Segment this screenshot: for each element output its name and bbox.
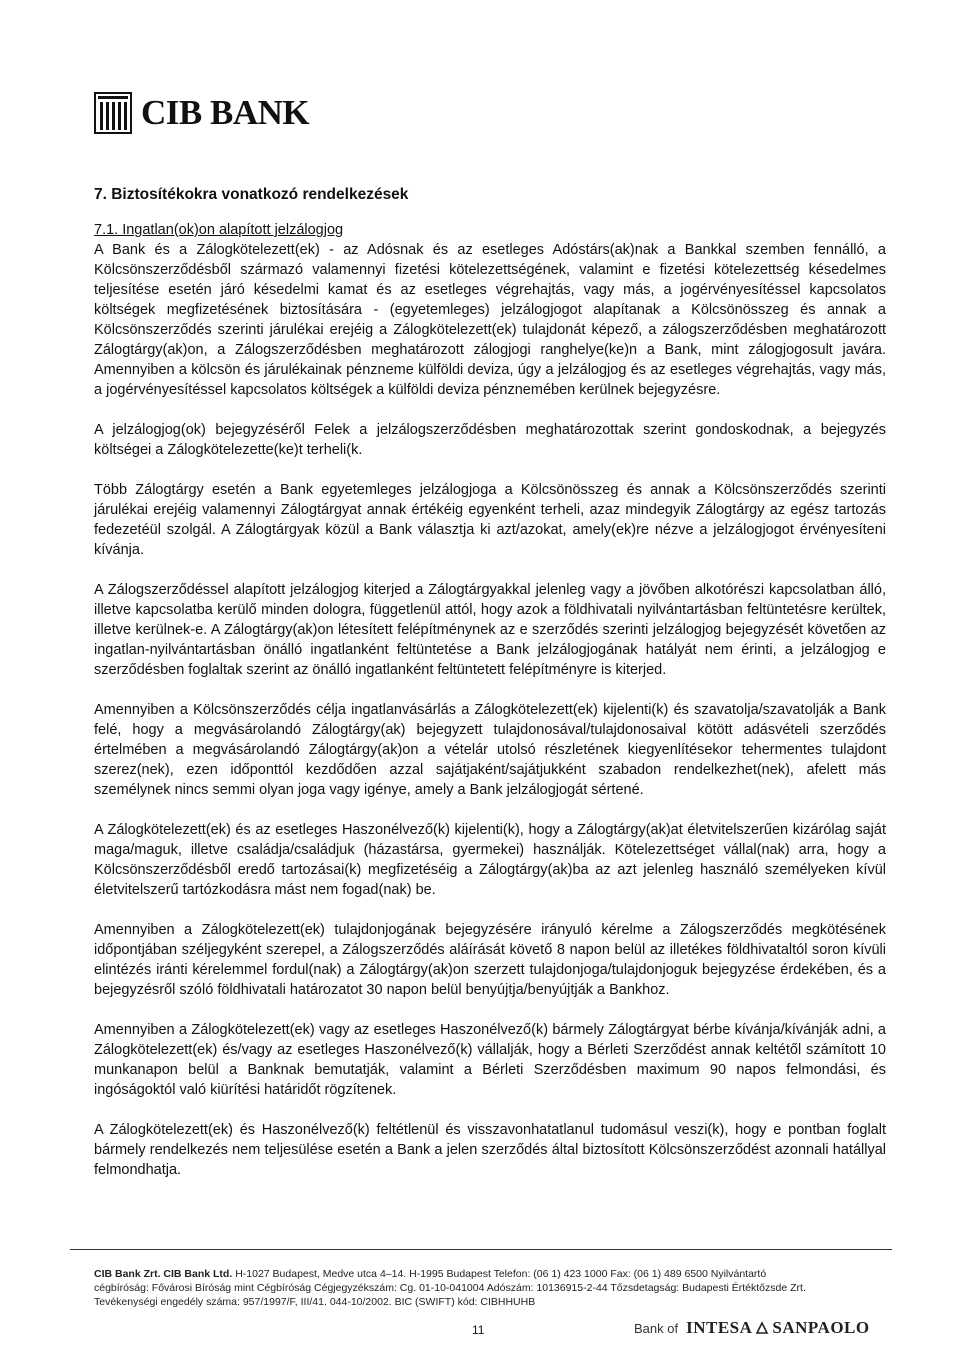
paragraph: Amennyiben a Kölcsönszerződés célja ingatlanvásárlás a Zálogkötelezett(ek) kijelenti(k) és szavatolja/szavatolják a Bank felé, hogy a megvásárolandó Zálogtárgy(ak) bejegyzett tulajdonosával/tulajdonosaival kötött adásvételi szerződés értelmében a megvásárolandó Zálogtárgy(ak)on a vételár utolsó részletének kiegyenlítésekor tehermentes tulajdont szerez(nek), ezen időponttól kezdődően azzal sajátjaként/sajátjukként szabadon rendelkezhet(nek), afelett más személynek nincs semmi olyan joga vagy igénye, amely a Bank jelzálogjogát sértené. — [94, 702, 886, 798]
cib-building-icon — [94, 92, 132, 134]
paragraph: A Zálogkötelezett(ek) és Haszonélvező(k) feltétlenül és visszavonhatatlanul tudomásul veszi(k), hogy e pontban foglalt bármely rendelkezés nem teljesülése esetén a Bank a jelen szerződés által biztosított Kölcsönszerződést azonnali hatállyal felmondhatja. — [94, 1122, 886, 1178]
section-title: 7. Biztosítékokra vonatkozó rendelkezések — [94, 186, 409, 203]
footer — [94, 1267, 924, 1309]
footer-line-1 — [94, 1267, 924, 1281]
document-body — [94, 220, 886, 1200]
page-number: 11 — [472, 1323, 485, 1337]
footer-company: CIB Bank Zrt. CIB Bank Ltd. — [94, 1268, 233, 1280]
footer-line-2: cégbíróság: Fővárosi Bíróság mint Cégbíróság Cégjegyzékszám: Cg. 01-10-041004 Adószám: 10136915-2-44 Tőzsdetagság: Budapesti Értéktőzsde Zrt. — [94, 1282, 806, 1294]
partner-sanpaolo: SANPAOLO — [772, 1318, 870, 1337]
footer-address: H-1027 Budapest, Medve utca 4–14. H-1995 Budapest Telefon: (06 1) 423 1000 Fax: (06 1) 489 6500 Nyilvántartó — [235, 1268, 767, 1280]
logo-text: CIB BANK — [141, 93, 310, 132]
footer-line-3: Tevékenységi engedély száma: 957/1997/F, III/41. 044-10/2002. BIC (SWIFT) kód: CIBHHUHB — [94, 1296, 536, 1308]
subsection-title: 7.1. Ingatlan(ok)on alapított jelzálogjog — [94, 222, 344, 238]
paragraph: A jelzálogjog(ok) bejegyzéséről Felek a jelzálogszerződésben meghatározottak szerint gondoskodnak, a bejegyzés költségei a Zálogkötelezette(ke)t terheli(k. — [94, 422, 886, 458]
paragraph: A Zálogkötelezett(ek) és az esetleges Haszonélvező(k) kijelenti(k), hogy a Zálogtárgy(ak)at életvitelszerűen kizárólag saját maga/maguk, illetve családja/családjuk (házastársa, gyermekei) használják. Kötelezettséget vállal(nak) arra, hogy a Kölcsönszerződésből eredő tartozásai(k) megfizetéséig a Zálogtárgy(ak)ba az azt jelenleg használó személyeken kívül életvitelszerű tartózkodásra mást nem fogad(nak) be. — [94, 822, 886, 898]
paragraph: A Bank és a Zálogkötelezett(ek) - az Adósnak és az esetleges Adóstárs(ak)nak a Bankkal szemben fennálló, a Kölcsönszerződésből származó valamennyi fizetési kötelezettségének, valamint e fizetési kötelezettség késedelmes teljesítése esetén járó késedelmi kamat és az esetleges végrehajtás, vagy más, a jogérvényesítéssel kapcsolatos költségek megfizetésének biztosítására - (egyetemleges) jelzálogjogot alapítanak a Kölcsönösszeg és annak a Kölcsönszerződés szerinti járulékai erejéig a Zálogkötelezett(ek) tulajdonát képező, a zálogszerződésben meghatározott Zálogtárgy(ak)on, a Zálogszerződésben meghatározott zálogjogi ranghelye(ke)n a Bank, mint zálogjogosult javára. Amennyiben a kölcsön és járulékainak pénzneme külföldi deviza, úgy a jelzálogjog és az esetleges végrehajtás, vagy más, a jogérvényesítéssel kapcsolatos költségek a külföldi deviza pénznemében kerülnek bejegyzésre. — [94, 242, 886, 398]
paragraph: A Zálogszerződéssel alapított jelzálogjog kiterjed a Zálogtárgyakkal jelenleg vagy a jövőben alkotórészi kapcsolatban álló, illetve kapcsolatba kerülő minden dologra, függetlenül attól, hogy azok a földhivatali nyilvántartásban feltüntetésre kerültek, illetve kerülnek-e. A Zálogtárgy(ak)on létesített felépítménynek az e szerződés szerinti jelzálogjog bejegyzését követően az ingatlan-nyilvántartásban önálló ingatlanként feltüntetése a Bank jelzálogjogának hatályát nem érinti, a jelzálogjog e szerződésben foglaltak szerint az önálló ingatlanként feltüntetett felépítményre is kiterjed. — [94, 582, 886, 678]
intesa-sanpaolo-mark-icon — [755, 1321, 769, 1335]
partner-bank-of: Bank of — [634, 1320, 679, 1336]
partner-intesa: INTESA — [686, 1318, 753, 1337]
paragraph: Több Zálogtárgy esetén a Bank egyetemleges jelzálogjoga a Kölcsönösszeg és annak a Kölcsönszerződés szerinti járulékai erejéig valamennyi Zálogtárgyat annak értékéig egyenként terheli, azaz mindegyik Zálogtárgy az egész tartozás fedezetéül szolgál. A Zálogtárgyak közül a Bank választja ki azt/azokat, amely(ek)re nézve a jelzálogjogot érvényesíteni kívánja. — [94, 482, 886, 558]
paragraph: Amennyiben a Zálogkötelezett(ek) vagy az esetleges Haszonélvező(k) bármely Zálogtárgyat bérbe kívánja/kívánják adni, a Zálogkötelezett(ek) és/vagy az esetleges Haszonélvező(k) vállalják, hogy a Bérleti Szerződést annak keltétől számított 10 munkanapon belül a Banknak bemutatják, valamint a Bérleti Szerződésben maximum 90 napos felmondási, és ingóságoktól való kiürítési határidőt rögzítenek. — [94, 1022, 886, 1098]
paragraph: Amennyiben a Zálogkötelezett(ek) tulajdonjogának bejegyzésére irányuló kérelme a Zálogszerződés megkötésének időpontjában széljegyként szerepel, a Zálogszerződés aláírását követő 8 napon belül az illetékes földhivataltól soron kívüli elintézés iránti kérelemmel fordul(nak) a Zálogtárgy(ak)on szerzett tulajdonjoga/tulajdonjoguk bejegyzése érdekében, és a bejegyzésről szóló földhivatali határozatot 30 napon belül benyújtja/benyújtják a Bankhoz. — [94, 922, 886, 998]
intesa-sanpaolo-logo — [634, 1318, 870, 1338]
footer-divider — [70, 1249, 892, 1250]
cib-bank-logo — [94, 92, 309, 134]
